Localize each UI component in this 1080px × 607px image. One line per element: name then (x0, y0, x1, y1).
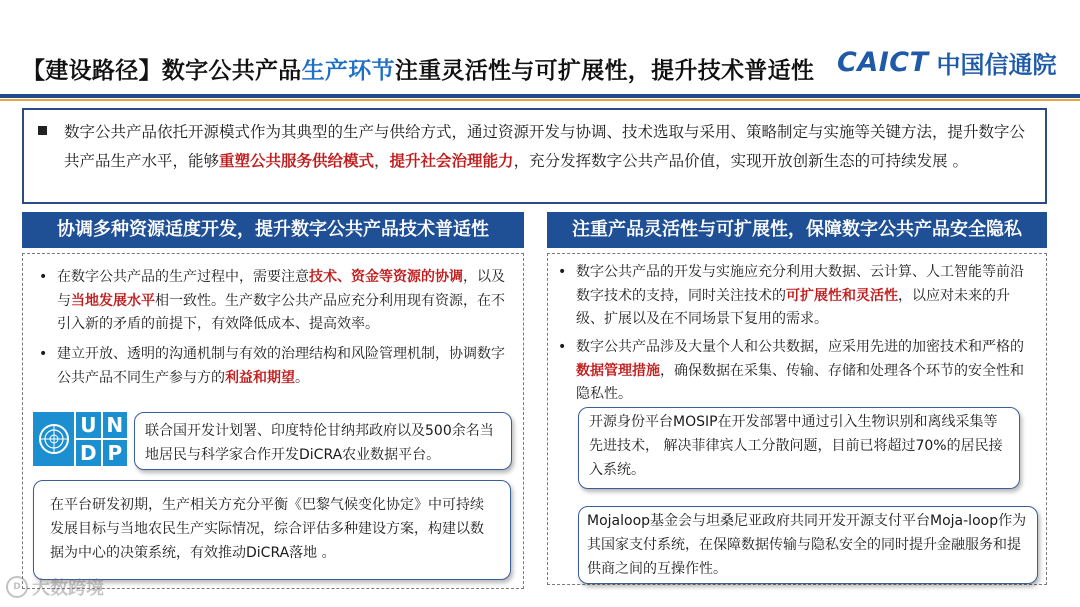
bullet-dot-icon: • (39, 346, 48, 362)
left-heading: 协调多种资源适度开发，提升数字公共产品技术普适性 (22, 212, 524, 248)
page-title (22, 52, 814, 85)
left-b1-emphasis-2: 当地发展水平 (71, 292, 155, 309)
undp-letter: U (76, 412, 100, 438)
header-accent-divider (0, 99, 1080, 101)
right-b1-text-2: ，以应对未来的升级、扩展以及在不同场景下复用的需求。 (576, 287, 1010, 327)
watermark (6, 574, 104, 600)
undp-logo (33, 412, 127, 466)
left-bullet-1 (39, 266, 509, 337)
right-heading: 注重产品灵活性与可扩展性，保障数字公共产品安全隐私 (547, 212, 1047, 248)
right-bullet-1 (558, 261, 1036, 332)
intro-box (22, 108, 1047, 204)
title-highlight: 生产环节 (301, 58, 395, 84)
left-b2-text-1: 建立开放、透明的沟通机制与有效的治理结构和风险管理机制，协调数字公共产品不同生产参与方的 (57, 346, 505, 386)
left-bullet-2 (39, 343, 509, 390)
bullet-dot-icon: • (39, 269, 48, 285)
bullet-dot-icon: • (558, 264, 567, 280)
logo-en: CAICT (837, 46, 929, 78)
square-bullet-icon (38, 126, 47, 135)
undp-letter: N (103, 412, 127, 438)
right-bullet-2 (558, 336, 1036, 407)
left-b1-text-3: 相一致性。生产数字公共产品应充分利用现有资源，在不引入新的矛盾的前提下，有效降低成本、提高效率。 (57, 292, 505, 332)
watermark-logo-icon: D (6, 576, 28, 598)
header-divider (0, 94, 1080, 98)
dicra-case-card: 在平台研发初期，生产相关方充分平衡《巴黎气候变化协定》中可持续发展目标与当地农民生产实际情况，综合评估多种建设方案，构建以数据为中心的决策系统，有效推动DiCRA落地 。 (33, 480, 511, 580)
right-b2-emphasis-1: 数据管理措施 (576, 362, 660, 379)
right-b2-text-2: ，确保数据在采集、传输、存储和处理各个环节的安全性和隐私性。 (576, 362, 1024, 402)
undp-case-card: 联合国开发计划署、印度特伦甘纳邦政府以及500余名当地居民与科学家合作开发DiCRA农业数据平台。 (134, 412, 512, 470)
intro-emphasis-1: 重塑公共服务供给模式 (219, 152, 375, 170)
bullet-dot-icon: • (558, 339, 567, 355)
right-b2-text-1: 数字公共产品涉及大量个人和公共数据，应采用先进的加密技术和严格的 (576, 339, 1024, 355)
left-b1-text-1: 在数字公共产品的生产过程中，需要注意 (57, 269, 309, 285)
title-suffix: 注重灵活性与可扩展性，提升技术普适性 (394, 58, 815, 84)
logo-cn: 中国信通院 (936, 50, 1057, 79)
right-b1-text-1: 数字公共产品的开发与实施应充分利用大数据、云计算、人工智能等前沿数字技术的支持，同时关注技术的 (576, 264, 1024, 304)
intro-text-2: ， (374, 152, 390, 170)
header (0, 0, 1080, 92)
undp-letter: P (103, 440, 127, 466)
mojaloop-case-card: Mojaloop基金会与坦桑尼亚政府共同开发开源支付平台Moja-loop作为其国家支付系统，在保障数据传输与隐私安全的同时提升金融服务和提供商之间的互操作性。 (578, 506, 1038, 584)
intro-emphasis-2: 提升社会治理能力 (389, 152, 514, 170)
caict-logo (837, 45, 1057, 79)
left-b2-text-2: 。 (295, 369, 309, 386)
undp-letters (76, 412, 127, 466)
watermark-text: 大数跨境 (32, 578, 104, 599)
title-prefix: 【建设路径】数字公共产品 (22, 58, 302, 84)
left-b2-emphasis-1: 利益和期望 (225, 369, 295, 386)
mosip-case-card: 开源身份平台MOSIP在开发部署中通过引入生物识别和离线采集等先进技术， 解决菲律宾人工分散问题，目前已将超过70%的居民接入系统。 (578, 407, 1020, 489)
left-b1-emphasis-1: 技术、资金等资源的协调 (309, 269, 463, 285)
intro-text-1: 数字公共产品依托开源模式作为其典型的生产与供给方式，通过资源开发与协调、技术选取与采用、策略制定与实施等关键方法，提升数字公共产品生产水平，能够 (64, 123, 1026, 170)
un-emblem-icon (33, 412, 74, 466)
right-b1-emphasis-1: 可扩展性和灵活性 (786, 287, 898, 304)
undp-letter: D (76, 440, 100, 466)
intro-text-3: ，充分发挥数字公共产品价值，实现开放创新生态的可持续发展 。 (513, 152, 968, 170)
left-b1-text-2: ，以及与 (57, 269, 505, 309)
